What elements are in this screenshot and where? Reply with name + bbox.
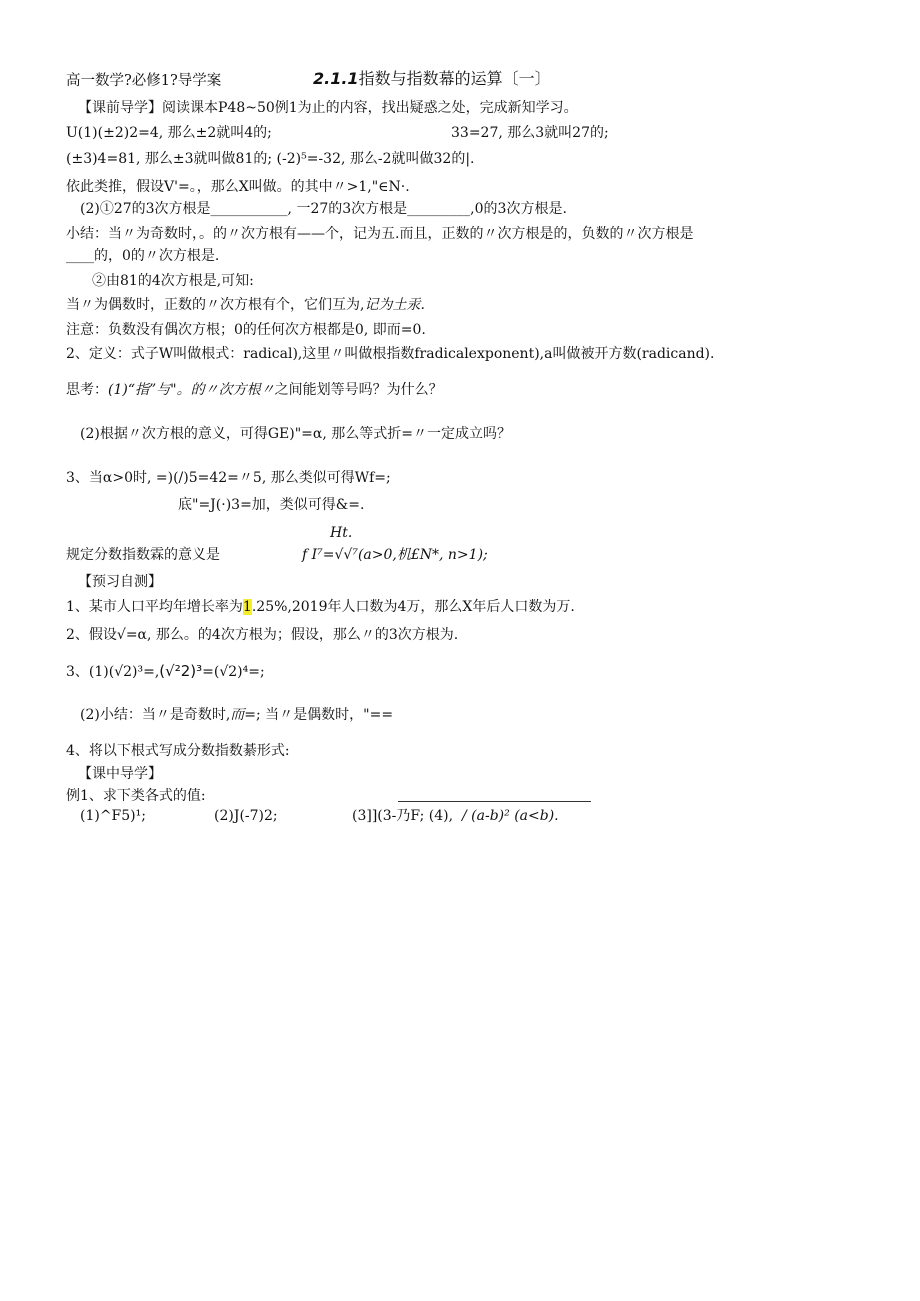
think-question-2: (2)根据〃次方根的意义，可得GE)"=α, 那么等式折=〃一定成立吗？ (80, 426, 511, 442)
example-1-item-1: (1)^F5)¹; (80, 808, 146, 824)
example-1-item-2: (2)J(-7)2; (214, 808, 278, 824)
self-test-q2: 2、假设√=α, 那么。的4次方根为；假设，那么〃的3次方根为. (66, 627, 459, 643)
example-1-heading: 例1、求下类各式的值: (66, 788, 206, 804)
summary-b: 而= (230, 707, 257, 723)
q1-text-b: .25%,2019年人口数为4万，那么X年后人口数为万. (251, 599, 575, 615)
section-title: 指数与指数幕的运算〔一〕 (358, 69, 551, 88)
q1-text-a: 1、某市人口平均年增长率为 (66, 599, 243, 615)
cube-analogy-line: 底"=J(·)3=加，类似可得&=. (178, 497, 365, 513)
fourth-root-line: (±3)4=81, 那么±3就叫做81的; (-2)⁵=-32, 那么-2就叫做32的|. (66, 151, 475, 167)
square-root-line: U(1)(±2)2=4, 那么±2就叫4的; (66, 125, 272, 141)
self-test-q4: 4、将以下根式写成分数指数綦形式: (66, 743, 290, 759)
self-test-q3 (66, 662, 265, 681)
think-q1-quote: (1)“指”与"。的〃次方根〃 (108, 382, 275, 398)
example-1-item-4: / (a-b)² (a<b). (462, 808, 559, 824)
fractional-exponent-formula: f I⁷=√√⁷(a>0,机£N*, n>1); (302, 547, 488, 563)
cube-root-line: 33=27, 那么3就叫27的; (451, 125, 609, 141)
highlighted-digit: 1 (242, 599, 252, 615)
nth-root-definition: 依此类推，假设V'=。，那么X叫做。的其中〃>1,"∈N·. (66, 179, 410, 195)
fourth-root-exercise: ②由81的4次方根是,可知: (92, 273, 254, 289)
answer-underline (398, 801, 591, 802)
page-title (313, 70, 551, 88)
example-1-item-3: (3]](3-乃F; (4), (352, 808, 454, 824)
q3-part-a: 3、(1)(√2)³=, (66, 664, 160, 680)
think-label: 思考： (66, 382, 108, 398)
even-root-text: 当〃为偶数时，正数的〃次方根有个，它们互为, (66, 297, 365, 313)
self-test-q1 (66, 598, 575, 616)
radical-definition: 2、定义：式子W叫做根式：radical),这里〃叫做根指数fradicalexponent),a叫做被开方数(radicand). (66, 346, 715, 362)
in-class-heading: 【课中导学】 (78, 766, 162, 782)
odd-root-summary: 小结：当〃为奇数时，。的〃次方根有——个，记为五.而且，正数的〃次方根是的，负数的〃次方根是 (66, 226, 694, 242)
self-test-heading: 【预习自测】 (78, 574, 162, 590)
even-root-notation: 记为土汞. (364, 297, 425, 313)
q3-part-b: (√²2)³ (159, 662, 203, 680)
section-number: 2.1.1 (313, 69, 359, 88)
fractional-exponent-label: 规定分数指数霖的意义是 (66, 547, 220, 563)
note-line: 注意：负数没有偶次方根；0的任何次方根都是0, 即而=0. (66, 322, 426, 338)
self-test-summary (80, 706, 393, 724)
summary-a: (2)小结：当〃是奇数时, (80, 707, 231, 723)
even-root-summary (66, 296, 425, 314)
positive-a-line: 3、当α>0时, =)(/)5=42=〃5, 那么类似可得Wf=; (66, 470, 391, 486)
course-label: 高一数学?必修1?导学案 (66, 73, 222, 89)
pre-study-intro: 【课前导学】阅读课本P48~50例1为止的内容，找出疑惑之处，完成新知学习。 (78, 100, 578, 116)
think-question-1 (66, 381, 443, 399)
think-q1-text: 之间能划等号吗？为什么？ (274, 382, 443, 398)
q3-part-c: =(√2)⁴=; (202, 664, 265, 680)
summary-c: ; 当〃是偶数时，"== (256, 707, 394, 723)
odd-root-summary-cont: ____的，0的〃次方根是. (66, 248, 220, 264)
cube-root-exercise: (2)①27的3次方根是___________, 一27的3次方根是_________,0的3次方根是. (80, 201, 567, 217)
formula-annotation: Ht. (330, 525, 353, 541)
